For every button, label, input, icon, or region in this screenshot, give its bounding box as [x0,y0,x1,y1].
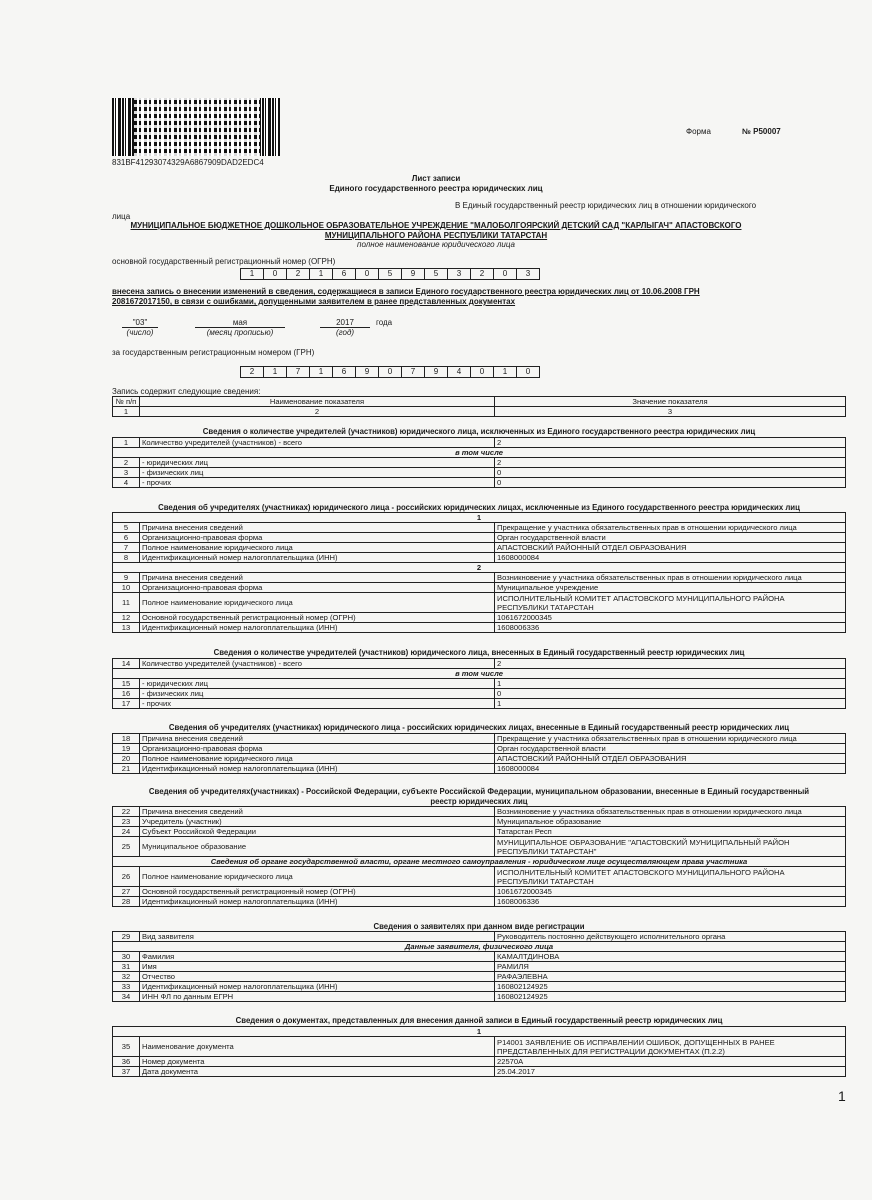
table-cell: 6 [113,533,140,543]
table-row [113,1037,846,1057]
table-cell [495,1037,846,1057]
table-cell: 14 [113,659,140,669]
table-cell: - прочих [140,699,495,709]
table-cell: АПАСТОВСКИЙ РАЙОННЫЙ ОТДЕЛ ОБРАЗОВАНИЯ [495,543,846,553]
barcode-image [112,98,280,156]
table-cell: 20 [113,754,140,764]
table-cell: 2 [495,458,846,468]
grn-digit: 0 [517,366,540,378]
ogrn-digit: 2 [471,268,494,280]
cell-line [113,397,846,407]
grn-digit: 0 [379,366,402,378]
grn-digit: 9 [425,366,448,378]
table-cell: в том числе [113,669,846,679]
grn-digit: 0 [471,366,494,378]
table-cell: РАФАЭЛЕВНА [495,972,846,982]
table-cell: 2 [495,438,846,448]
table-row [113,837,846,857]
table-cell: Номер документа [140,1057,495,1067]
table-cell: Полное наименование юридического лица [140,543,495,553]
section-2-table [112,512,846,633]
table-cell: Основной государственный регистрационный номер (ОГРН) [140,613,495,623]
table-cell: 160802124925 [495,992,846,1002]
ogrn-digit: 0 [356,268,379,280]
table-cell: Полное наименование юридического лица [140,867,495,887]
ogrn-digit: 5 [379,268,402,280]
ogrn-digit: 1 [240,268,264,280]
table-cell: 30 [113,952,140,962]
table-cell: КАМАЛТДИНОВА [495,952,846,962]
section-7-table [112,1026,846,1077]
table-cell: Субъект Российской Федерации [140,827,495,837]
table-cell: Прекращение у участника обязательственных прав в отношении юридического лица [495,523,846,533]
table-cell: 1 [495,699,846,709]
table-row [113,563,846,573]
table-cell: 25.04.2017 [495,1067,846,1077]
table-cell: Муниципальное образование [495,817,846,827]
org-name-caption: полное наименование юридического лица [357,240,515,249]
table-cell: 22570А [495,1057,846,1067]
title-line-2: Единого государственного реестра юридических лиц [329,184,543,193]
table-cell: 12 [113,613,140,623]
table-cell: 37 [113,1067,140,1077]
intro-line-b: лица [112,212,131,221]
table-cell: Организационно-правовая форма [140,583,495,593]
table-row [113,513,846,523]
table-row [113,867,846,887]
table-cell: 0 [495,468,846,478]
section-5-title-1: Сведения об учредителях(участниках) - Российской Федерации, субъекте Российской Федерации, муниципальном образовании, внесенные в Единый государственный [148,787,810,796]
table-row [113,1057,846,1067]
grn-boxes [240,366,540,378]
table-cell: Идентификационный номер налогоплательщика (ИНН) [140,764,495,774]
table-cell: Учредитель (участник) [140,817,495,827]
org-name-line-1: МУНИЦИПАЛЬНОЕ БЮДЖЕТНОЕ ДОШКОЛЬНОЕ ОБРАЗОВАТЕЛЬНОЕ УЧРЕЖДЕНИЕ "МАЛОБОЛГОЯРСКИЙ ДЕТСКИЙ САД "КАРЛЫГАЧ" АПАСТОВСКОГО [130,221,742,230]
table-cell: Орган государственной власти [495,533,846,543]
ogrn-digit: 0 [264,268,287,280]
table-row [113,468,846,478]
table-cell: Отчество [140,972,495,982]
cell-line: ПРЕДСТАВЛЕННЫХ ДЛЯ РЕГИСТРАЦИИ ДОКУМЕНТАХ (П.2.2) [497,1046,725,1056]
table-cell: 0 [495,478,846,488]
cell-line: МУНИЦИПАЛЬНОЕ ОБРАЗОВАНИЕ "АПАСТОВСКИЙ МУНИЦИПАЛЬНЫЙ РАЙОН [497,837,790,847]
section-6-title: Сведения о заявителях при данном виде регистрации [373,922,585,931]
table-row [113,817,846,827]
section-3-table [112,658,846,709]
day-caption: (число) [126,328,154,337]
grn-digit: 9 [356,366,379,378]
col-value-num: 3 [495,407,846,417]
ogrn-digit: 5 [425,268,448,280]
table-cell: 27 [113,887,140,897]
table-cell: Идентификационный номер налогоплательщика (ИНН) [140,623,495,633]
date-year: 2017 [320,318,370,328]
table-cell: 25 [113,837,140,857]
table-row [113,1027,846,1037]
table-cell: - юридических лиц [140,458,495,468]
table-row [113,583,846,593]
table-cell: Муниципальное учреждение [495,583,846,593]
cell-line [113,407,846,417]
table-cell: 1608006336 [495,623,846,633]
table-row [113,593,846,613]
table-cell: - физических лиц [140,468,495,478]
month-caption: (месяц прописью) [206,328,274,337]
table-cell: Причина внесения сведений [140,734,495,744]
table-cell: Сведения об органе государственной власти, органе местного самоуправления - юридическом лице осуществляющем права участника [113,857,846,867]
table-row [113,982,846,992]
grn-digit: 7 [402,366,425,378]
table-row [113,827,846,837]
table-cell: - физических лиц [140,689,495,699]
ogrn-label: основной государственный регистрационный номер (ОГРН) [112,257,336,266]
table-cell: Идентификационный номер налогоплательщика (ИНН) [140,553,495,563]
grn-digit: 4 [448,366,471,378]
table-cell: 19 [113,744,140,754]
grn-digit: 1 [310,366,333,378]
table-cell [495,867,846,887]
ogrn-digit: 3 [448,268,471,280]
table-cell: Возникновение у участника обязательственных прав в отношении юридического лица [495,807,846,817]
table-row [113,553,846,563]
table-cell: 11 [113,593,140,613]
table-cell: 1 [495,679,846,689]
table-cell: 35 [113,1037,140,1057]
table-cell: Причина внесения сведений [140,523,495,533]
table-row [113,478,846,488]
table-row [113,744,846,754]
table-cell: 3 [113,468,140,478]
barcode-text: 831BF41293074329A6867909DAD2EDC4 [112,158,264,167]
col-value-header: Значение показателя [495,397,846,407]
table-row [113,699,846,709]
title-line-1: Лист записи [411,174,461,183]
table-cell: Возникновение у участника обязательственных прав в отношении юридического лица [495,573,846,583]
table-row [113,807,846,817]
table-cell: Причина внесения сведений [140,573,495,583]
table-cell: Полное наименование юридического лица [140,593,495,613]
grn-digit: 2 [240,366,264,378]
table-row [113,613,846,623]
table-cell: Дата документа [140,1067,495,1077]
section-4-title: Сведения об учредителях (участниках) юридического лица - российских юридических лицах, внесенные в Единый государственный реестр юридических лиц [168,723,790,732]
table-cell: 7 [113,543,140,553]
date-month: мая [195,318,285,328]
ogrn-digit: 1 [310,268,333,280]
table-cell: Муниципальное образование [140,837,495,857]
table-cell: 4 [113,478,140,488]
table-cell: 1061672000345 [495,613,846,623]
table-cell: 8 [113,553,140,563]
ogrn-digit: 0 [494,268,517,280]
table-cell: 29 [113,932,140,942]
table-cell: ИНН ФЛ по данным ЕГРН [140,992,495,1002]
table-row [113,992,846,1002]
table-cell: Идентификационный номер налогоплательщика (ИНН) [140,897,495,907]
table-cell: 21 [113,764,140,774]
table-row [113,857,846,867]
cell-line: РЕСПУБЛИКИ ТАТАРСТАН [497,602,594,612]
table-row [113,659,846,669]
table-row [113,764,846,774]
grn-digit: 1 [494,366,517,378]
table-cell: 9 [113,573,140,583]
col-n-header: № п/п [113,397,140,407]
table-cell: Количество учредителей (участников) - всего [140,438,495,448]
form-number: № Р50007 [742,127,781,136]
ogrn-digit: 9 [402,268,425,280]
table-cell: 24 [113,827,140,837]
section-4-table [112,733,846,774]
table-cell: 26 [113,867,140,887]
table-row [113,754,846,764]
table-row [113,887,846,897]
table-cell: 1 [113,513,846,523]
section-5-table [112,806,846,907]
col-n-num: 1 [113,407,140,417]
table-cell: 23 [113,817,140,827]
table-cell: Орган государственной власти [495,744,846,754]
ogrn-digit: 6 [333,268,356,280]
table-cell: 33 [113,982,140,992]
table-cell: Фамилия [140,952,495,962]
entry-line-1: внесена запись о внесении изменений в сведения, содержащиеся в записи Единого государственного реестра юридических лиц от 10.06.2008 ГРН [112,287,700,296]
table-row [113,533,846,543]
table-cell [495,593,846,613]
contains-label: Запись содержит следующие сведения: [112,387,261,396]
table-cell: 28 [113,897,140,907]
section-6-table [112,931,846,1002]
table-cell: 36 [113,1057,140,1067]
table-row [113,458,846,468]
table-cell: 16 [113,689,140,699]
date-day: "03" [122,318,158,328]
table-cell: 1608000084 [495,553,846,563]
table-cell: Количество учредителей (участников) - всего [140,659,495,669]
org-name-line-2: МУНИЦИПАЛЬНОГО РАЙОНА РЕСПУБЛИКИ ТАТАРСТАН [324,231,548,240]
form-label: Форма [686,127,711,136]
table-row [113,623,846,633]
table-cell: 17 [113,699,140,709]
cell-line: ИСПОЛНИТЕЛЬНЫЙ КОМИТЕТ АПАСТОВСКОГО МУНИЦИПАЛЬНОГО РАЙОНА [497,593,785,603]
table-row [113,543,846,553]
table-cell: 34 [113,992,140,1002]
table-cell: 2 [113,458,140,468]
table-cell: Руководитель постоянно действующего исполнительного органа [495,932,846,942]
table-row [113,573,846,583]
table-cell: 1608006336 [495,897,846,907]
table-row [113,734,846,744]
table-cell: Наименование документа [140,1037,495,1057]
section-5-title-2: реестр юридических лиц [430,797,528,806]
table-row [113,972,846,982]
table-row [113,942,846,952]
table-cell: 15 [113,679,140,689]
ogrn-digit: 3 [517,268,540,280]
table-cell: в том числе [113,448,846,458]
table-cell: 1 [113,438,140,448]
cell-line: ИСПОЛНИТЕЛЬНЫЙ КОМИТЕТ АПАСТОВСКОГО МУНИЦИПАЛЬНОГО РАЙОНА [497,867,785,877]
table-cell: Вид заявителя [140,932,495,942]
table-cell: АПАСТОВСКИЙ РАЙОННЫЙ ОТДЕЛ ОБРАЗОВАНИЯ [495,754,846,764]
table-cell: 1 [113,1027,846,1037]
section-1-table [112,437,846,488]
table-cell: Данные заявителя, физического лица [113,942,846,952]
grn-digit: 1 [264,366,287,378]
section-7-title: Сведения о документах, представленных для внесения данной записи в Единый государственный реестр юридических лиц [235,1016,723,1025]
grn-digit: 7 [287,366,310,378]
table-row [113,523,846,533]
table-cell: Прекращение у участника обязательственных прав в отношении юридического лица [495,734,846,744]
intro-line-a: В Единый государственный реестр юридических лиц в отношении юридического [455,201,757,210]
table-cell: 32 [113,972,140,982]
table-cell: 5 [113,523,140,533]
table-cell: Организационно-правовая форма [140,533,495,543]
table-cell: 2 [113,563,846,573]
table-cell: РАМИЛЯ [495,962,846,972]
grn-label: за государственным регистрационным номером (ГРН) [112,348,315,357]
table-row [113,932,846,942]
table-cell: Организационно-правовая форма [140,744,495,754]
entry-line-2: 2081672017150, в связи с ошибками, допущенными заявителем в ранее представленных документах [112,297,516,306]
year-caption: (год) [335,328,355,337]
table-row [113,897,846,907]
table-cell: 0 [495,689,846,699]
table-row [113,679,846,689]
table-cell: 1061672000345 [495,887,846,897]
table-row [113,962,846,972]
table-row [113,448,846,458]
col-name-num: 2 [140,407,495,417]
table-cell: - юридических лиц [140,679,495,689]
header-table [112,396,846,417]
ogrn-digit: 2 [287,268,310,280]
table-cell: Причина внесения сведений [140,807,495,817]
table-cell: 13 [113,623,140,633]
grn-digit: 6 [333,366,356,378]
table-cell: 1608000084 [495,764,846,774]
cell-line: Р14001 ЗАЯВЛЕНИЕ ОБ ИСПРАВЛЕНИИ ОШИБОК, ДОПУЩЕННЫХ В РАНЕЕ [497,1037,775,1047]
table-cell: 10 [113,583,140,593]
table-cell [495,837,846,857]
table-cell: Имя [140,962,495,972]
table-row [113,1067,846,1077]
table-cell: 18 [113,734,140,744]
table-row [113,952,846,962]
table-cell: Полное наименование юридического лица [140,754,495,764]
section-1-title: Сведения о количестве учредителей (участников) юридического лица, исключенных из Единого государственного реестра юридических лиц [202,427,756,436]
table-cell: Татарстан Респ [495,827,846,837]
ogrn-boxes [240,268,540,280]
table-cell: 160802124925 [495,982,846,992]
cell-line: РЕСПУБЛИКИ ТАТАРСТАН [497,876,594,886]
table-cell: Идентификационный номер налогоплательщика (ИНН) [140,982,495,992]
table-row [113,689,846,699]
col-name-header: Наименование показателя [140,397,495,407]
table-cell: 31 [113,962,140,972]
table-cell: 2 [495,659,846,669]
section-3-title: Сведения о количестве учредителей (участников) юридического лица, внесенных в Единый государственный реестр юридических лиц [213,648,745,657]
table-cell: Основной государственный регистрационный номер (ОГРН) [140,887,495,897]
table-row [113,438,846,448]
table-cell: 22 [113,807,140,817]
page-number: 1 [838,1088,846,1104]
section-2-title: Сведения об учредителях (участниках) юридического лица - российских юридических лицах, исключенные из Единого государственного реестра юридических лиц [158,503,800,512]
table-row [113,669,846,679]
cell-line: РЕСПУБЛИКИ ТАТАРСТАН" [497,846,597,856]
date-year-suffix: года [376,318,393,327]
table-cell: - прочих [140,478,495,488]
